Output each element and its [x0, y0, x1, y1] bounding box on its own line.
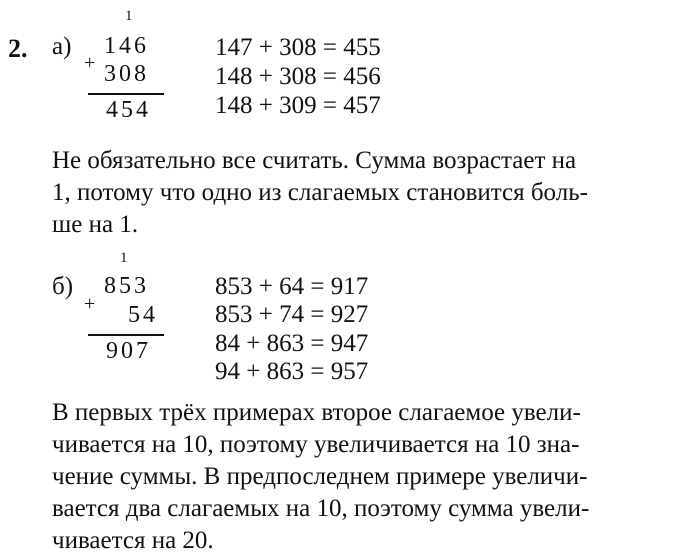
part-a-equation-3: 148 + 309 = 457	[215, 92, 381, 119]
part-b-explanation-line: В первых трёх примерах второе слагаемое увели-	[52, 399, 581, 426]
part-a-explanation-line: Не обязательно все считать. Сумма возрастает на	[52, 147, 577, 174]
part-b-equation-4: 94 + 863 = 957	[215, 358, 369, 385]
part-b-explanation-line: вается два слагаемых на 10, поэтому сумма увели-	[52, 495, 590, 522]
part-b-explanation	[52, 397, 692, 557]
part-b-explanation-line: чивается на 10, поэтому увеличивается на 10 зна-	[52, 431, 580, 458]
part-a-label: а)	[52, 33, 72, 60]
part-a-addend-2: 308	[104, 61, 149, 87]
part-a-explanation-line: ше на 1.	[52, 211, 139, 238]
part-a-equation-2: 148 + 308 = 456	[215, 63, 381, 90]
problem-number: 2.	[8, 34, 28, 63]
part-a-explanation	[52, 145, 692, 241]
part-b-sum-rule	[88, 334, 164, 336]
part-b-carry: 1	[120, 250, 128, 266]
part-b-addend-1: 853	[104, 273, 149, 299]
part-b-equation-1: 853 + 64 = 917	[215, 273, 369, 300]
part-a-carry: 1	[125, 8, 133, 24]
part-b-explanation-line: чивается на 20.	[52, 527, 214, 554]
part-a-addend-1: 146	[104, 33, 149, 59]
part-b-sum: 907	[106, 338, 151, 364]
part-a-sum-rule	[88, 93, 164, 95]
part-a-explanation-line: 1, потому что одно из слагаемых становится боль-	[52, 179, 588, 206]
part-b-explanation-line: чение суммы. В предпоследнем примере увеличи-	[52, 463, 588, 490]
part-b-addend-2: 54	[128, 302, 158, 328]
part-b-equation-2: 853 + 74 = 927	[215, 301, 369, 328]
part-b-label: б)	[52, 273, 74, 300]
part-a-plus-sign: +	[84, 52, 96, 74]
part-b-equation-3: 84 + 863 = 947	[215, 330, 369, 357]
part-b-plus-sign: +	[84, 293, 96, 315]
part-a-equation-1: 147 + 308 = 455	[215, 34, 381, 61]
part-a-sum: 454	[106, 97, 151, 123]
